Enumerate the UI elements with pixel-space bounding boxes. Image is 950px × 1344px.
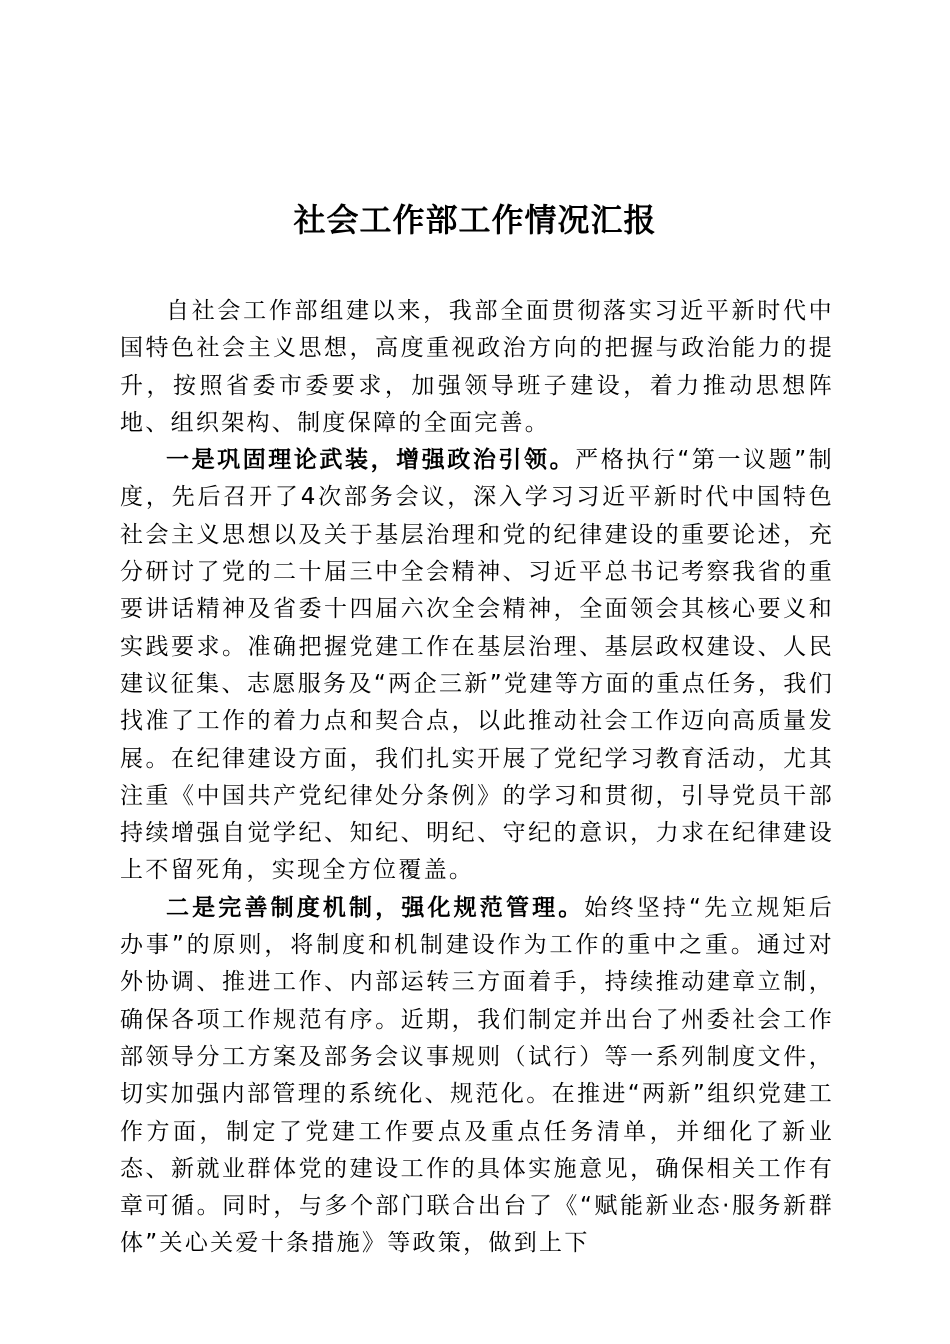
paragraph-text: 严格执行“第一议题”制度，先后召开了4次部务会议，深入学习习近平新时代中国特色社会主义思想以及关于基层治理和党的纪律建设的重要论述，充分研讨了党的二十届三中全会精神、习近平总书记考察我省的重要讲话精神及省委十四届六次全会精神，全面领会其核心要义和实践要求。准确把握党建工作在基层治理、基层政权建设、人民建议征集、志愿服务及“两企三新”党建等方面的重点任务，我们找准了工作的着力点和契合点，以此推动社会工作迈向高质量发展。在纪律建设方面，我们扎实开展了党纪学习教育活动，尤其注重《中国共产党纪律处分条例》的学习和贯彻，引导党员干部持续增强自觉学纪、知纪、明纪、守纪的意识，力求在纪律建设上不留死角，实现全方位覆盖。: [120, 447, 834, 884]
document-title: 社会工作部工作情况汇报: [293, 201, 657, 239]
paragraph-lead: 一是巩固理论武装，增强政治引领。: [166, 447, 576, 474]
document-body: [120, 293, 834, 1263]
paragraph-theory-study: [120, 442, 834, 890]
paragraph-institution-building: [120, 890, 834, 1263]
paragraph-intro: [120, 293, 834, 442]
paragraph-text: 自社会工作部组建以来，我部全面贯彻落实习近平新时代中国特色社会主义思想，高度重视政治方向的把握与政治能力的提升，按照省委市委要求，加强领导班子建设，着力推动思想阵地、组织架构、制度保障的全面完善。: [120, 298, 834, 436]
paragraph-text: 始终坚持“先立规矩后办事”的原则，将制度和机制建设作为工作的重中之重。通过对外协调、推进工作、内部运转三方面着手，持续推动建章立制，确保各项工作规范有序。近期，我们制定并出台了州委社会工作部领导分工方案及部务会议事规则（试行）等一系列制度文件，切实加强内部管理的系统化、规范化。在推进“两新”组织党建工作方面，制定了党建工作要点及重点任务清单，并细化了新业态、新就业群体党的建设工作的具体实施意见，确保相关工作有章可循。同时，与多个部门联合出台了《“赋能新业态·服务新群体”关心关爱十条措施》等政策，做到上下: [120, 894, 834, 1257]
paragraph-lead: 二是完善制度机制，强化规范管理。: [166, 894, 585, 921]
